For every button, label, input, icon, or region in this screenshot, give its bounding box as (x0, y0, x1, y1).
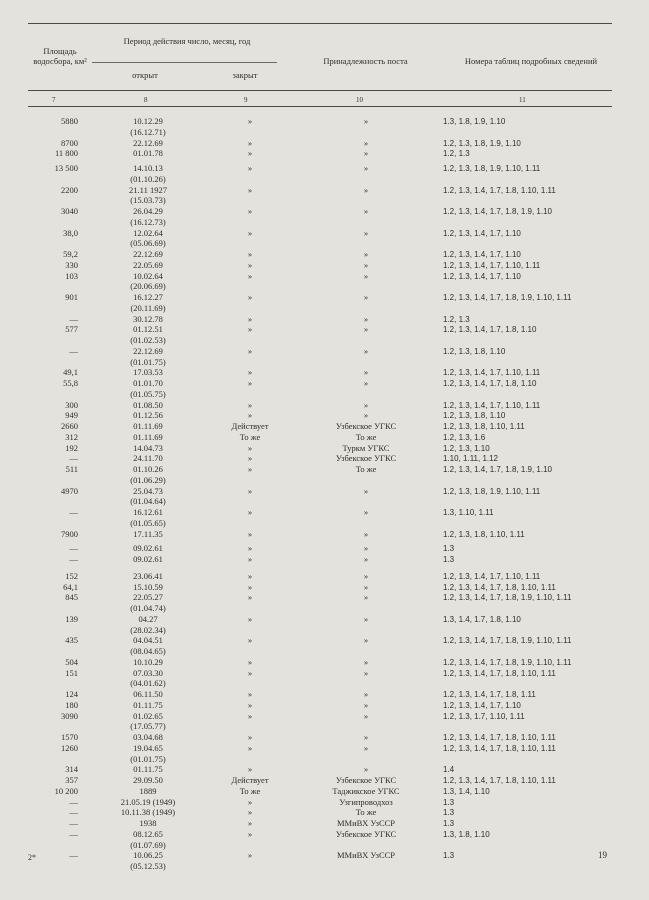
cell-owner: » (363, 764, 369, 775)
cell-closed: » (247, 507, 253, 517)
cell-owner: » (363, 699, 369, 710)
cell-tables: 1.2, 1.3, 1.4, 1.7, 1.8, 1.10 (443, 379, 537, 388)
cell-closed: » (247, 399, 253, 410)
cell-opened: 10.12.29 (133, 116, 163, 126)
cell-tables: 1.2, 1.3, 1.4, 1.7, 1.8, 1.9, 1.10 (443, 465, 552, 474)
col-number-11: 11 (519, 96, 526, 104)
cell-closed: » (247, 410, 253, 421)
cell-opened: 10.02.64 (133, 270, 163, 281)
cell-opened: 01.11.69 (133, 421, 163, 431)
cell-tables: 1.2, 1.3 (443, 149, 470, 159)
cell-closed: » (247, 485, 253, 496)
cell-tables: 1.2, 1.3, 1.8, 1.10 (443, 411, 506, 421)
cell-tables: 1.3 (443, 851, 455, 861)
cell-opened: (01.05.65) (130, 517, 166, 528)
cell-opened: 09.02.61 (133, 554, 163, 564)
cell-area: 312 (65, 431, 78, 442)
cell-tables: 1.2, 1.3, 1.4, 1.7, 1.8, 1.11 (443, 690, 536, 699)
cell-owner: Узгипроводхоз (339, 796, 393, 807)
cell-closed: » (247, 667, 253, 678)
col-number-8: 8 (144, 96, 148, 104)
cell-area: 8700 (61, 137, 78, 148)
cell-area: 1260 (61, 742, 78, 753)
cell-owner: » (363, 613, 369, 624)
cell-opened: 22.12.69 (133, 345, 163, 356)
cell-tables: 1.3, 1.4, 1.10 (443, 786, 490, 796)
cell-opened: (05.06.69) (130, 238, 166, 249)
cell-area: 511 (65, 464, 78, 474)
cell-opened: 1938 (139, 818, 157, 828)
cell-area: 11 800 (54, 148, 78, 159)
cell-closed: » (247, 206, 253, 216)
cell-area: — (69, 807, 78, 818)
cell-tables: 1.2, 1.3, 1.4, 1.7, 1.8, 1.9, 1.10, 1.11 (443, 636, 572, 646)
cell-closed: » (247, 764, 253, 775)
cell-owner: » (363, 742, 369, 753)
top-rule (28, 23, 612, 24)
cell-opened: 01.08.50 (133, 399, 163, 410)
cell-closed: Действует (231, 421, 269, 431)
cell-opened: 29.09.50 (133, 775, 163, 785)
cell-owner: » (363, 324, 369, 335)
cell-tables: 1.4 (443, 765, 455, 775)
cell-opened: (01.04.74) (130, 603, 166, 613)
cell-owner: » (363, 635, 369, 646)
cell-tables: 1.2, 1.3, 1.4, 1.7, 1.10, 1.11 (443, 400, 541, 410)
cell-closed: » (247, 635, 253, 646)
cell-owner: » (363, 592, 369, 603)
cell-owner: ММиВХ УзССР (336, 850, 396, 861)
cell-closed: » (247, 324, 253, 335)
table-row (0, 529, 649, 541)
cell-opened: 10.06.25 (133, 850, 163, 861)
cell-tables: 1.2, 1.3, 1.4, 1.7, 1.8, 1.10, 1.11 (443, 733, 556, 742)
cell-area: — (69, 345, 78, 356)
cell-tables: 1.10, 1.11, 1.12 (443, 454, 499, 464)
cell-tables: 1.2, 1.3, 1.8, 1.10, 1.11 (443, 529, 525, 539)
cell-opened: (04.01.62) (130, 678, 166, 689)
cell-opened: 14.04.73 (133, 442, 163, 453)
table-row (0, 554, 649, 566)
cell-opened: 12.02.64 (133, 227, 163, 238)
cell-closed: » (247, 850, 253, 861)
cell-opened: 17.03.53 (133, 367, 163, 378)
cell-area: 949 (65, 410, 78, 421)
cell-tables: 1.2, 1.3, 1.4, 1.7, 1.8, 1.10, 1.11 (443, 185, 556, 195)
cell-owner: » (363, 270, 369, 281)
cell-area: 59,2 (63, 249, 78, 259)
cell-owner: Узбекское УГКС (335, 775, 397, 785)
cell-closed: » (247, 313, 253, 324)
cell-opened: 19.04.65 (133, 742, 163, 753)
cell-owner: » (363, 378, 369, 388)
header-period-rule (92, 62, 277, 63)
cell-tables: 1.2, 1.3, 1.4, 1.7, 1.8, 1.9, 1.10, 1.11 (443, 657, 572, 667)
col-number-10: 10 (356, 96, 363, 104)
cell-area: 124 (65, 689, 78, 699)
cell-owner: » (363, 345, 369, 356)
cell-owner: » (363, 313, 369, 324)
cell-opened: (01.10.26) (130, 173, 166, 184)
cell-area: 152 (65, 570, 78, 581)
cell-owner: » (363, 116, 369, 126)
cell-owner: » (363, 507, 369, 517)
cell-area: 192 (65, 442, 78, 453)
header-bottom-rule (28, 90, 612, 91)
cell-opened: (20.11.69) (130, 302, 166, 313)
cell-tables: 1.3 (443, 797, 455, 807)
cell-opened: (05.12.53) (130, 861, 166, 871)
cell-tables: 1.3 (443, 544, 455, 554)
cell-opened: 24.11.70 (133, 453, 163, 464)
cell-closed: » (247, 528, 253, 539)
cell-opened: 22.12.69 (133, 137, 163, 148)
cell-opened: (08.04.65) (130, 646, 166, 656)
cell-closed: » (247, 818, 253, 828)
cell-owner: » (363, 710, 369, 721)
cell-opened: 21.05.19 (1949) (120, 796, 176, 807)
cell-owner: » (363, 554, 369, 564)
cell-opened: (17.05.77) (130, 721, 166, 732)
cell-closed: » (247, 710, 253, 721)
cell-owner: » (363, 399, 369, 410)
cell-opened: 22.12.69 (133, 249, 163, 259)
cell-owner: ММиВХ УзССР (336, 818, 396, 828)
cell-closed: » (247, 367, 253, 378)
cell-closed: » (247, 249, 253, 259)
cell-owner: » (363, 410, 369, 421)
table-row (0, 148, 649, 160)
cell-closed: То же (239, 431, 261, 442)
cell-closed: » (247, 259, 253, 270)
page-number: 19 (598, 850, 607, 860)
table-row (0, 861, 649, 873)
cell-owner: » (363, 206, 369, 216)
cell-tables: 1.2, 1.3, 1.4, 1.7, 1.8, 1.10, 1.11 (443, 668, 556, 678)
cell-tables: 1.3, 1.8, 1.10 (443, 829, 490, 839)
cell-area: — (69, 543, 78, 554)
cell-closed: » (247, 543, 253, 554)
cell-closed: » (247, 732, 253, 742)
cell-closed: » (247, 613, 253, 624)
cell-closed: » (247, 554, 253, 564)
cell-opened: 1889 (139, 785, 157, 796)
cell-area: 49,1 (63, 367, 78, 378)
cell-area: 2660 (61, 421, 78, 431)
cell-closed: » (247, 442, 253, 453)
cell-opened: 07.03.30 (133, 667, 163, 678)
header-period: Период действия число, месяц, год (123, 36, 251, 46)
cell-opened: 04.27 (138, 613, 158, 624)
cell-tables: 1.2, 1.3, 1.4, 1.7, 1.8, 1.9, 1.10, 1.11 (443, 593, 572, 603)
cell-area: 13 500 (54, 163, 78, 173)
cell-opened: (01.02.53) (130, 335, 166, 345)
cell-closed: » (247, 345, 253, 356)
col-number-7: 7 (52, 96, 56, 104)
cell-opened: 22.05.69 (133, 259, 163, 270)
cell-closed: » (247, 116, 253, 126)
cell-tables: 1.2, 1.3, 1.8, 1.9, 1.10, 1.11 (443, 486, 541, 496)
cell-opened: 22.05.27 (133, 592, 163, 603)
cell-owner: То же (355, 431, 377, 442)
header-area: Площадь водосбора, км² (33, 46, 87, 66)
cell-owner: » (363, 249, 369, 259)
cell-closed: » (247, 699, 253, 710)
cell-owner: » (363, 148, 369, 159)
cell-area: 10 200 (54, 785, 78, 796)
cell-owner: » (363, 137, 369, 148)
cell-tables: 1.2, 1.3, 1.4, 1.7, 1.10 (443, 271, 521, 281)
cell-closed: » (247, 292, 253, 302)
cell-area: 151 (65, 667, 78, 678)
cell-opened: 30.12.78 (133, 313, 163, 324)
cell-area: 7900 (61, 528, 78, 539)
cell-owner: » (363, 292, 369, 302)
cell-tables: 1.2, 1.3, 1.6 (443, 432, 486, 442)
cell-area: 357 (65, 775, 78, 785)
cell-owner: » (363, 689, 369, 699)
cell-opened: (01.04.64) (130, 496, 166, 507)
cell-area: 845 (65, 592, 78, 603)
cell-opened: 01.11.75 (133, 699, 163, 710)
cell-area: — (69, 507, 78, 517)
cell-opened: 03.04.68 (133, 732, 163, 742)
signature-mark: 2* (28, 853, 36, 862)
cell-area: — (69, 313, 78, 324)
cell-area: 103 (65, 270, 78, 281)
cell-opened: 01.11.75 (133, 764, 163, 775)
cell-opened: (20.06.69) (130, 281, 166, 292)
cell-owner: Таджикское УГКС (332, 785, 400, 796)
cell-owner: То же (355, 464, 377, 474)
cell-tables: 1.3 (443, 819, 455, 828)
cell-opened: 01.01.70 (133, 378, 163, 388)
cell-area: — (69, 796, 78, 807)
cell-opened: 10.10.29 (133, 656, 163, 667)
cell-area: 38,0 (63, 227, 78, 238)
cell-opened: 01.01.78 (133, 148, 163, 159)
cell-opened: 01.12.51 (133, 324, 163, 335)
cell-tables: 1.3, 1.10, 1.11 (443, 508, 494, 517)
cell-owner: » (363, 163, 369, 173)
cell-closed: » (247, 592, 253, 603)
cell-owner: » (363, 528, 369, 539)
cell-tables: 1.3, 1.8, 1.9, 1.10 (443, 117, 506, 126)
cell-opened: (28.02.34) (130, 624, 166, 635)
cell-opened: (01.01.75) (130, 753, 166, 764)
cell-area: 330 (65, 259, 78, 270)
cell-closed: » (247, 828, 253, 839)
cell-area: 577 (65, 324, 78, 335)
cell-opened: 17.11.35 (133, 528, 163, 539)
cell-tables: 1.2, 1.3, 1.4, 1.7, 1.10, 1.11 (443, 571, 541, 581)
cell-area: 435 (65, 635, 78, 646)
cell-closed: » (247, 227, 253, 238)
cell-tables: 1.2, 1.3, 1.4, 1.7, 1.8, 1.10, 1.11 (443, 582, 556, 592)
cell-owner: Туркм УГКС (342, 442, 390, 453)
cell-area: — (69, 818, 78, 828)
cell-opened: 01.10.26 (133, 464, 163, 474)
cell-opened: 06.11.50 (133, 689, 163, 699)
cell-area: — (69, 850, 78, 861)
cell-opened: 26.04.29 (133, 206, 163, 216)
cell-owner: » (363, 259, 369, 270)
cell-area: 55,8 (63, 378, 78, 388)
cell-closed: » (247, 464, 253, 474)
cell-opened: (15.03.73) (130, 195, 166, 206)
cell-closed: » (247, 656, 253, 667)
cell-tables: 1.2, 1.3, 1.7, 1.10, 1.11 (443, 711, 525, 721)
cell-closed: » (247, 689, 253, 699)
cell-area: 5880 (61, 116, 78, 126)
cell-area: 901 (65, 292, 78, 302)
cell-tables: 1.2, 1.3, 1.8, 1.9, 1.10, 1.11 (443, 164, 541, 173)
cell-closed: » (247, 163, 253, 173)
cell-area: 64,1 (63, 581, 78, 592)
cell-tables: 1.3 (443, 555, 455, 564)
cell-closed: » (247, 148, 253, 159)
cell-area: 2200 (61, 184, 78, 195)
cell-owner: » (363, 485, 369, 496)
cell-tables: 1.2, 1.3, 1.4, 1.7, 1.10 (443, 700, 521, 710)
cell-tables: 1.2, 1.3, 1.4, 1.7, 1.8, 1.9, 1.10 (443, 207, 552, 216)
cell-area: 314 (65, 764, 78, 775)
cell-opened: 10.11.38 (1949) (120, 807, 176, 818)
cell-area: — (69, 828, 78, 839)
cell-closed: » (247, 270, 253, 281)
cell-opened: 04.04.51 (133, 635, 163, 646)
header-closed: закрыт (232, 70, 258, 80)
cell-opened: (16.12.71) (130, 126, 166, 137)
cell-closed: » (247, 581, 253, 592)
cell-area: 300 (65, 399, 78, 410)
cell-tables: 1.2, 1.3, 1.8, 1.10, 1.11 (443, 422, 525, 431)
cell-opened: 14.10.13 (133, 163, 163, 173)
cell-closed: » (247, 378, 253, 388)
cell-owner: То же (355, 807, 377, 818)
cell-opened: 21.11 1927 (129, 184, 167, 195)
cell-owner: Узбекское УГКС (335, 453, 397, 464)
cell-opened: 01.11.69 (133, 431, 163, 442)
cell-tables: 1.2, 1.3, 1.8, 1.10 (443, 346, 506, 356)
cell-tables: 1.3 (443, 808, 455, 818)
cell-opened: (01.06.29) (130, 474, 166, 485)
cell-owner: Узбекское УГКС (335, 421, 397, 431)
cell-tables: 1.2, 1.3, 1.4, 1.7, 1.8, 1.10 (443, 325, 537, 335)
cell-opened: (01.05.75) (130, 388, 166, 399)
cell-owner: » (363, 581, 369, 592)
cell-area: 3090 (61, 710, 78, 721)
cell-opened: 16.12.27 (133, 292, 163, 302)
col-number-9: 9 (244, 96, 248, 104)
cell-owner: » (363, 570, 369, 581)
cell-opened: 01.02.65 (133, 710, 163, 721)
cell-tables: 1.2, 1.3, 1.8, 1.9, 1.10 (443, 138, 521, 148)
cell-owner: » (363, 732, 369, 742)
header-owner: Принадлежность поста (323, 56, 408, 66)
cell-area: 139 (65, 613, 78, 624)
cell-opened: (01.01.75) (130, 356, 166, 367)
cell-closed: » (247, 807, 253, 818)
cell-opened: 23.06.41 (133, 570, 163, 581)
cell-area: — (69, 554, 78, 564)
cell-owner: » (363, 367, 369, 378)
cell-area: 3040 (61, 206, 78, 216)
cell-area: 4970 (61, 485, 78, 496)
cell-opened: (16.12.73) (130, 216, 166, 227)
cell-area: 504 (65, 656, 78, 667)
cell-owner: » (363, 543, 369, 554)
cell-opened: 15.10.59 (133, 581, 163, 592)
cell-closed: » (247, 570, 253, 581)
cell-tables: 1.2, 1.3, 1.4, 1.7, 1.10, 1.11 (443, 368, 541, 378)
cell-tables: 1.2, 1.3, 1.4, 1.7, 1.8, 1.9, 1.10, 1.11 (443, 293, 572, 302)
cell-area: 1570 (61, 732, 78, 742)
cell-tables: 1.2, 1.3, 1.4, 1.7, 1.10 (443, 228, 521, 238)
header-opened: открыт (132, 70, 158, 80)
cell-owner: » (363, 667, 369, 678)
cell-closed: » (247, 796, 253, 807)
cell-tables: 1.2, 1.3, 1.4, 1.7, 1.8, 1.10, 1.11 (443, 776, 556, 785)
cell-opened: 16.12.61 (133, 507, 163, 517)
cell-tables: 1.3, 1.4, 1.7, 1.8, 1.10 (443, 614, 521, 624)
cell-owner: » (363, 184, 369, 195)
cell-closed: » (247, 742, 253, 753)
cell-closed: То же (239, 785, 261, 796)
cell-closed: » (247, 137, 253, 148)
cell-opened: 08.12.65 (133, 828, 163, 839)
cell-closed: » (247, 184, 253, 195)
header-tables: Номера таблиц подробных сведений (464, 56, 598, 66)
cell-area: — (69, 453, 78, 464)
cell-owner: » (363, 656, 369, 667)
cell-tables: 1.2, 1.3 (443, 314, 470, 324)
cell-owner: » (363, 227, 369, 238)
cell-opened: 25.04.73 (133, 485, 163, 496)
cell-tables: 1.2, 1.3, 1.4, 1.7, 1.10, 1.11 (443, 260, 541, 270)
cell-opened: (01.07.69) (130, 839, 166, 850)
cell-closed: » (247, 453, 253, 464)
cell-opened: 09.02.61 (133, 543, 163, 554)
cell-tables: 1.2, 1.3, 1.10 (443, 443, 490, 453)
cell-area: 180 (65, 699, 78, 710)
column-numbers-rule (28, 106, 612, 107)
cell-closed: Действует (231, 775, 269, 785)
cell-tables: 1.2, 1.3, 1.4, 1.7, 1.8, 1.10, 1.11 (443, 743, 556, 753)
cell-owner: Узбекское УГКС (335, 828, 397, 839)
cell-tables: 1.2, 1.3, 1.4, 1.7, 1.10 (443, 250, 521, 259)
cell-opened: 01.12.56 (133, 410, 163, 421)
